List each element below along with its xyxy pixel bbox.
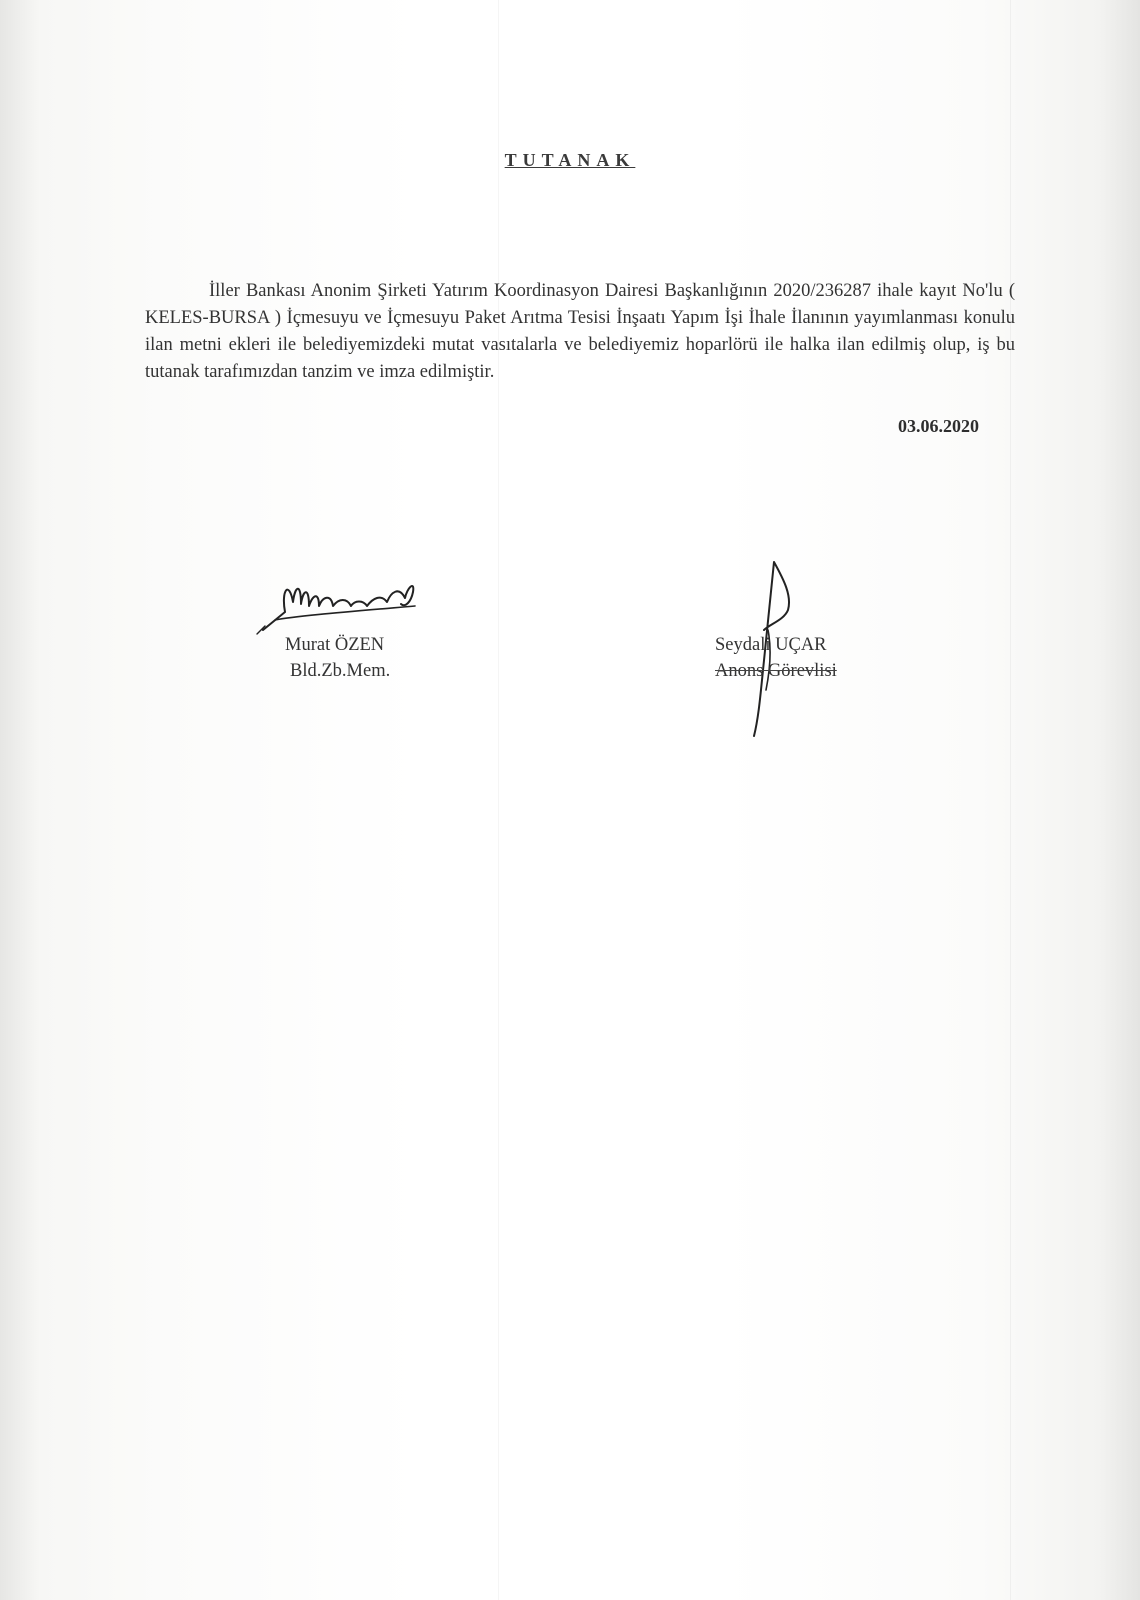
signatory-right-title: Anons Görevlisi — [715, 661, 837, 681]
document-body: İller Bankası Anonim Şirketi Yatırım Koordinasyon Dairesi Başkanlığının 2020/236287 ihale kayıt No'lu ( KELES-BURSA ) İçmesuyu ve İçmesuyu Paket Arıtma Tesisi İnşaatı Yapım İşi İhale İlanının yayımlanması konulu ilan metni ekleri ile belediyemizdeki mutat vasıtalarla ve belediyemiz hoparlörü ile halka ilan edilmiş olup, iş bu tutanak tarafımızdan tanzim ve imza edilmiştir. — [145, 281, 1015, 382]
scan-artifact — [1010, 0, 1011, 1600]
signatory-right — [715, 632, 837, 684]
signatory-left-title: Bld.Zb.Mem. — [290, 661, 391, 681]
signatory-left-name: Murat ÖZEN — [285, 635, 385, 655]
signatory-left — [285, 632, 390, 684]
document-date: 03.06.2020 — [898, 416, 979, 436]
document-title: TUTANAK — [504, 150, 636, 170]
signatory-right-name: Seydali UÇAR — [715, 635, 827, 655]
scan-artifact — [498, 0, 499, 1600]
